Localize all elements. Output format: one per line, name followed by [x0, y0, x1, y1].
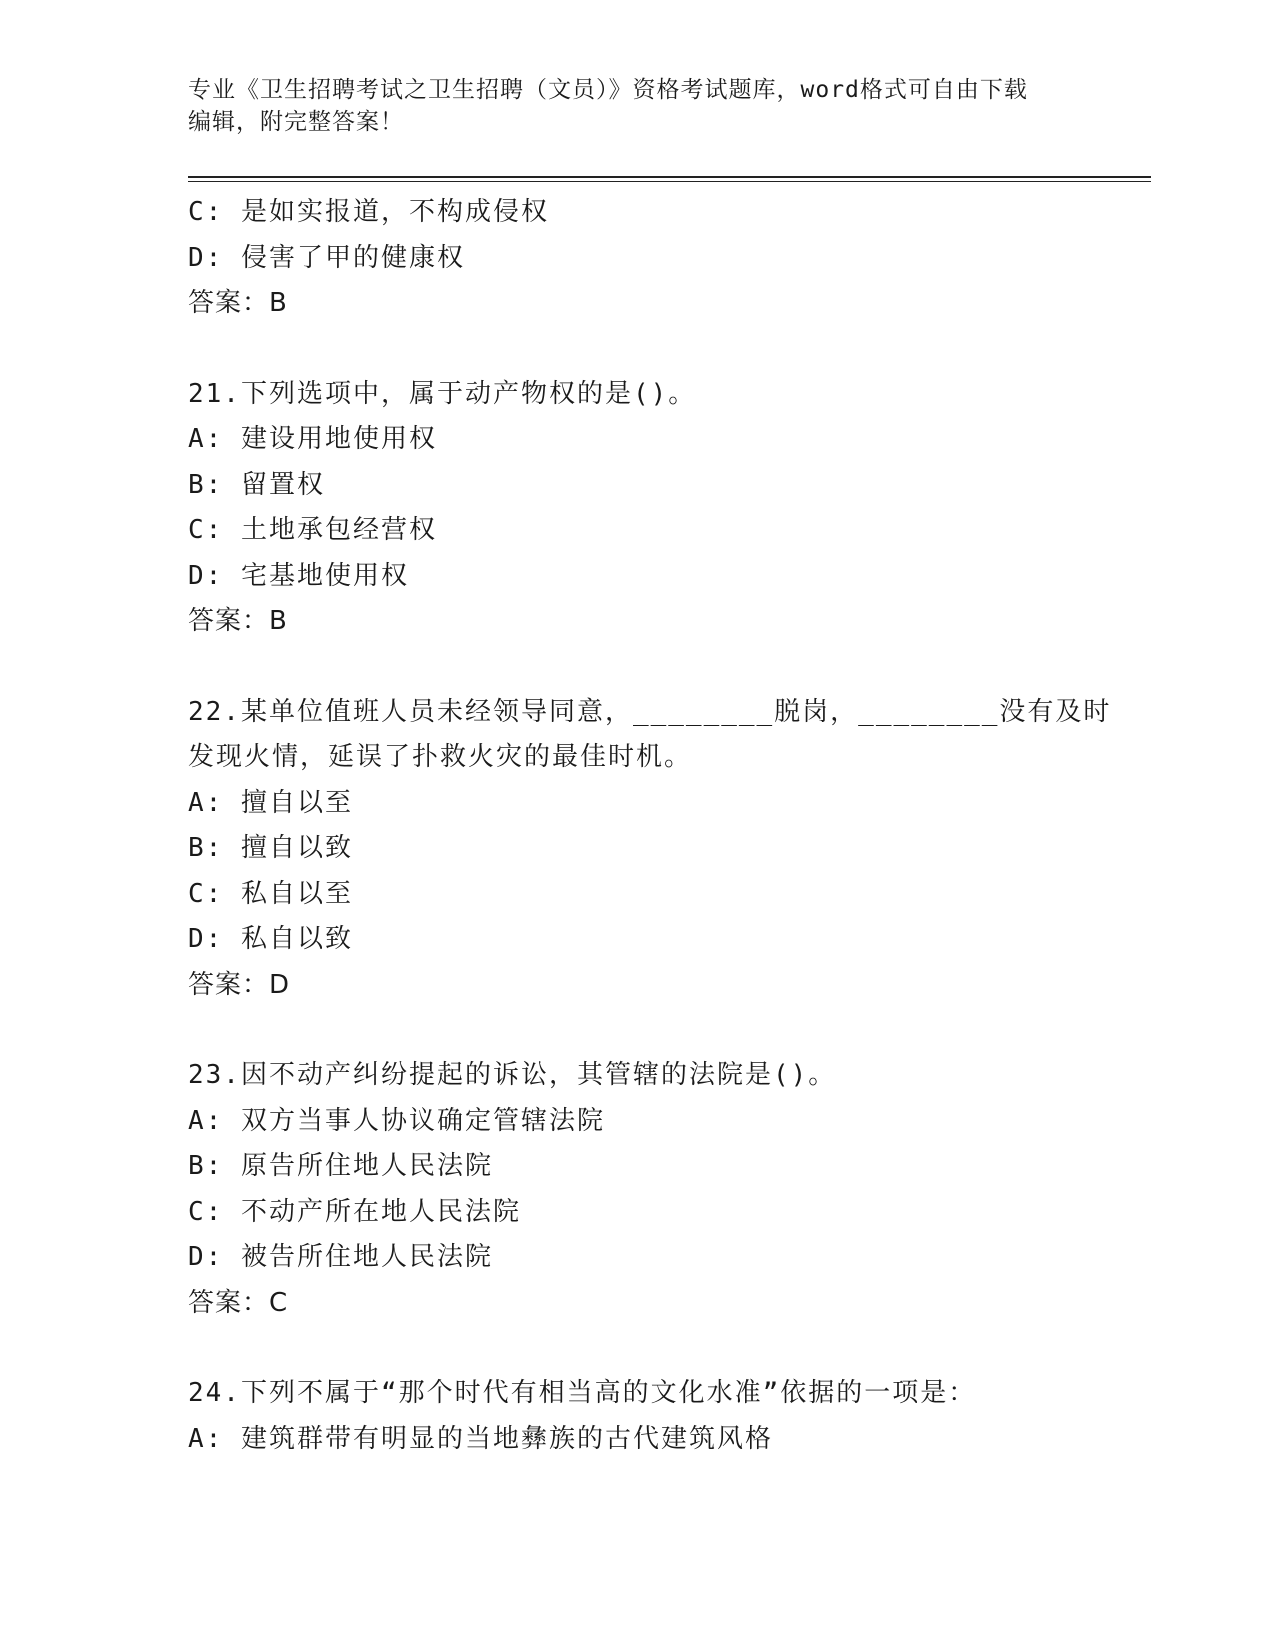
answer-label: 答案：B: [188, 606, 288, 636]
answer-label: 答案：C: [188, 1287, 289, 1318]
question-stem: 23.因不动产纠纷提起的诉讼，其管辖的法院是()。: [188, 1060, 837, 1090]
question-list: [188, 190, 1112, 1462]
option-b: B: 留置权: [188, 469, 325, 500]
option-b: B: 擅自以致: [188, 833, 353, 863]
question-stem-line-2: 发现火情，延误了扑救火灾的最佳时机。: [188, 742, 693, 772]
header-rule-thin: [188, 181, 1151, 182]
question-block-21: [188, 372, 1088, 645]
option-c: C: 是如实报道，不构成侵权: [188, 197, 549, 227]
question-block-22: [188, 690, 1112, 1009]
option-d: D: 侵害了甲的健康权: [188, 242, 465, 273]
option-c: C: 土地承包经营权: [188, 515, 437, 545]
option-d: D: 私自以致: [188, 924, 353, 954]
document-header: [188, 74, 1088, 138]
option-d: D: 被告所住地人民法院: [188, 1242, 493, 1272]
question-stem: 24.下列不属于“那个时代有相当高的文化水准”依据的一项是：: [188, 1378, 977, 1408]
option-a: A: 擅自以至: [188, 787, 353, 818]
option-c: C: 私自以至: [188, 878, 353, 909]
header-rule-thick: [188, 176, 1151, 178]
answer-label: 答案：D: [188, 969, 291, 1000]
option-b: B: 原告所住地人民法院: [188, 1151, 493, 1181]
question-stem: 21.下列选项中，属于动产物权的是()。: [188, 378, 697, 409]
question-block-24: [188, 1371, 1088, 1462]
header-line-2: 编辑，附完整答案！: [188, 109, 404, 135]
option-d: D: 宅基地使用权: [188, 560, 409, 591]
question-block-23: [188, 1053, 1088, 1326]
answer-label: 答案：B: [188, 288, 288, 318]
question-block-20: [188, 190, 1088, 327]
option-a: A: 双方当事人协议确定管辖法院: [188, 1105, 605, 1136]
question-stem-line-1: 22.某单位值班人员未经领导同意，________脱岗，________没有及时: [188, 696, 1112, 727]
option-a: A: 建设用地使用权: [188, 424, 437, 454]
header-line-1: 专业《卫生招聘考试之卫生招聘（文员）》资格考试题库，word格式可自由下载: [188, 77, 1028, 103]
option-a: A: 建筑群带有明显的当地彝族的古代建筑风格: [188, 1423, 773, 1454]
option-c: C: 不动产所在地人民法院: [188, 1196, 521, 1227]
